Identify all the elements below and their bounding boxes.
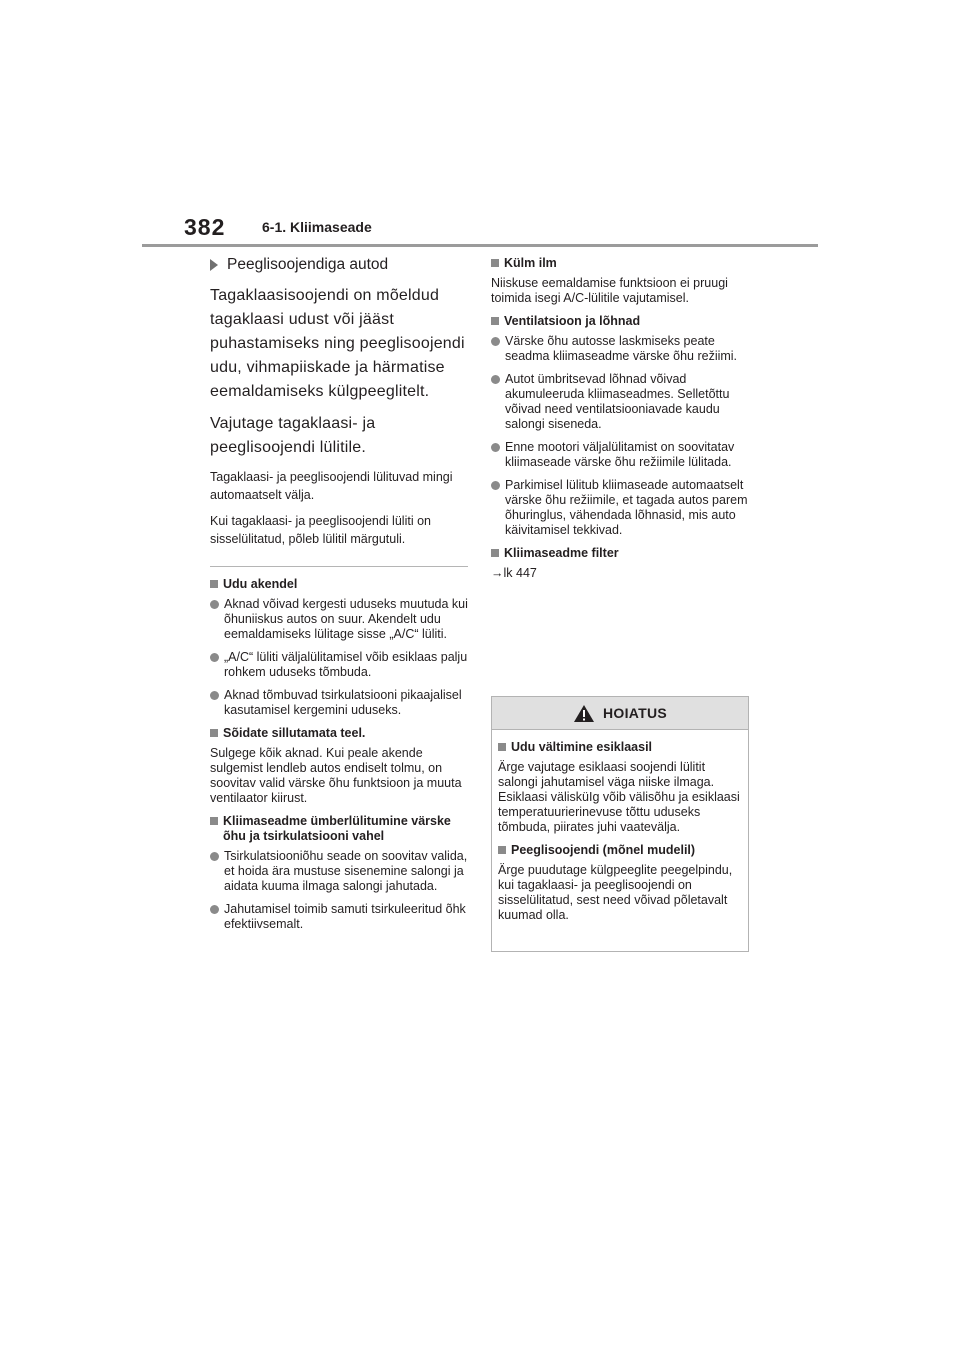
section-heading-text: Peeglisoojendi (mõnel mudelil) (511, 843, 696, 857)
section-heading-text: Sõidate sillutamata teel. (223, 726, 366, 740)
section-heading-text: Kliimaseadme ümberlülitumine värske õhu ja tsirkulatsiooni vahel (223, 814, 451, 843)
list-item (491, 334, 751, 364)
circle-bullet-icon (210, 691, 219, 700)
section-text: Niiskuse eemaldamise funktsioon ei pruugi toimida isegi A/C-lülitile vajutamisel. (491, 276, 728, 305)
page-number: 382 (184, 214, 226, 240)
square-bullet-icon (491, 259, 499, 267)
section-heading-text: Udu vältimine esiklaasil (511, 740, 653, 754)
list-item-text: „A/C“ lüliti väljalülitamisel võib esiklaas palju rohkem uduseks tõmbuda. (224, 650, 468, 679)
left-column (210, 256, 468, 940)
section-heading (210, 814, 468, 844)
square-bullet-icon (210, 580, 218, 588)
note-paragraph: Tagaklaasi- ja peeglisoojendi lülituvad mingi automaatselt välja. (210, 470, 453, 502)
list-item (210, 902, 468, 932)
warning-title: HOIATUS (602, 705, 668, 721)
section-heading (491, 256, 751, 271)
triangle-bullet-icon (210, 259, 218, 271)
section-text: Ärge vajutage esiklaasi soojendi lülitit salongi jahutamisel väga niiske ilmaga. Esiklaasi välisküIg võib välisõhu ja esiklaasi temperatuurierinevuse tõttu uduseks tõmbuda, piirates juhi vaatevälja. (498, 760, 740, 834)
warning-body (492, 730, 748, 923)
square-bullet-icon (491, 549, 499, 557)
section-heading (210, 726, 468, 741)
list-item (491, 440, 751, 470)
header-divider (142, 244, 818, 247)
list-item (491, 372, 751, 432)
list-item-text: Parkimisel lülitub kliimaseade automaatselt värske õhu režiimile, et tagada autos parem õhuringlus, vähendada lõhnasid, mis auto käivitamisel tekkivad. (505, 478, 748, 537)
warning-triangle-icon (573, 704, 595, 723)
note-paragraph: Kui tagaklaasi- ja peeglisoojendi lüliti on sisselülitatud, põleb lülitil märgutuli. (210, 514, 431, 546)
list-item-text: Jahutamisel toimib samuti tsirkuleeritud õhk efektiivsemalt. (224, 902, 466, 931)
list-item-text: Aknad võivad kergesti uduseks muutuda kui õhuniiskus autos on suur. Akendelt udu eemaldamiseks lülitage sisse „A/C“ lüliti. (224, 597, 468, 641)
circle-bullet-icon (210, 852, 219, 861)
section-text: Ärge puudutage külgpeeglite peegelpindu, kui tagaklaasi- ja peeglisoojendi on sisselülitatud, sest need võivad põletavalt kuumad olla. (498, 863, 733, 922)
section-text: Sulgege kõik aknad. Kui peale akende sulgemist lendleb autos endiselt tolmu, on soovitav valid värske õhu funktsioon ja muuta ventilaator kiirust. (210, 746, 462, 805)
page-reference-link[interactable]: →lk 447 (491, 566, 537, 580)
body-paragraph: Vajutage tagaklaasi- ja peeglisoojendi lülitile. (210, 415, 376, 456)
circle-bullet-icon (210, 653, 219, 662)
list-item-text: Aknad tõmbuvad tsirkulatsiooni pikaajalisel kasutamisel kergemini uduseks. (224, 688, 462, 717)
list-item (210, 650, 468, 680)
square-bullet-icon (498, 846, 506, 854)
section-heading (498, 740, 742, 755)
circle-bullet-icon (491, 481, 500, 490)
section-divider (210, 566, 468, 567)
warning-box (491, 696, 749, 952)
section-heading-text: Kliimaseadme filter (504, 546, 619, 560)
circle-bullet-icon (491, 337, 500, 346)
circle-bullet-icon (491, 443, 500, 452)
circle-bullet-icon (210, 600, 219, 609)
body-paragraph: Tagaklaasisoojendi on mõeldud tagaklaasi udust või jääst puhastamiseks ning peeglisoojendi udu, vihmapiiskade ja härmatise eemaldamiseks külgpeeglitelt. (210, 287, 465, 400)
section-heading (210, 577, 468, 592)
square-bullet-icon (498, 743, 506, 751)
subheading (210, 256, 468, 274)
section-title: 6-1. Kliimaseade (262, 219, 372, 235)
list-item-text: Värske õhu autosse laskmiseks peate seadma kliimaseadme värske õhu režiimi. (505, 334, 738, 363)
list-item (210, 849, 468, 894)
section-heading (491, 314, 751, 329)
square-bullet-icon (210, 817, 218, 825)
circle-bullet-icon (491, 375, 500, 384)
list-item-text: Tsirkulatsiooniõhu seade on soovitav valida, et hoida ära mustuse sisenemine salongi ja aidata kuuma ilmaga salongi jahutada. (224, 849, 468, 893)
section-heading-text: Udu akendel (223, 577, 298, 591)
square-bullet-icon (210, 729, 218, 737)
section-heading (498, 843, 742, 858)
subheading-text: Peeglisoojendiga autod (227, 256, 389, 273)
right-column (491, 256, 751, 581)
circle-bullet-icon (210, 905, 219, 914)
list-item (210, 688, 468, 718)
warning-header (492, 697, 748, 730)
list-item (210, 597, 468, 642)
section-heading (491, 546, 751, 561)
list-item-text: Enne mootori väljalülitamist on soovitatav kliimaseade värske õhu režiimile lülitada. (505, 440, 735, 469)
list-item-text: Autot ümbritsevad lõhnad võivad akumuleeruda kliimaseadmes. Selletõttu võivad need ventilatsiooniavade kaudu salongi siseneda. (505, 372, 730, 431)
section-heading-text: Ventilatsioon ja lõhnad (504, 314, 641, 328)
section-heading-text: Külm ilm (504, 256, 557, 270)
list-item (491, 478, 751, 538)
square-bullet-icon (491, 317, 499, 325)
